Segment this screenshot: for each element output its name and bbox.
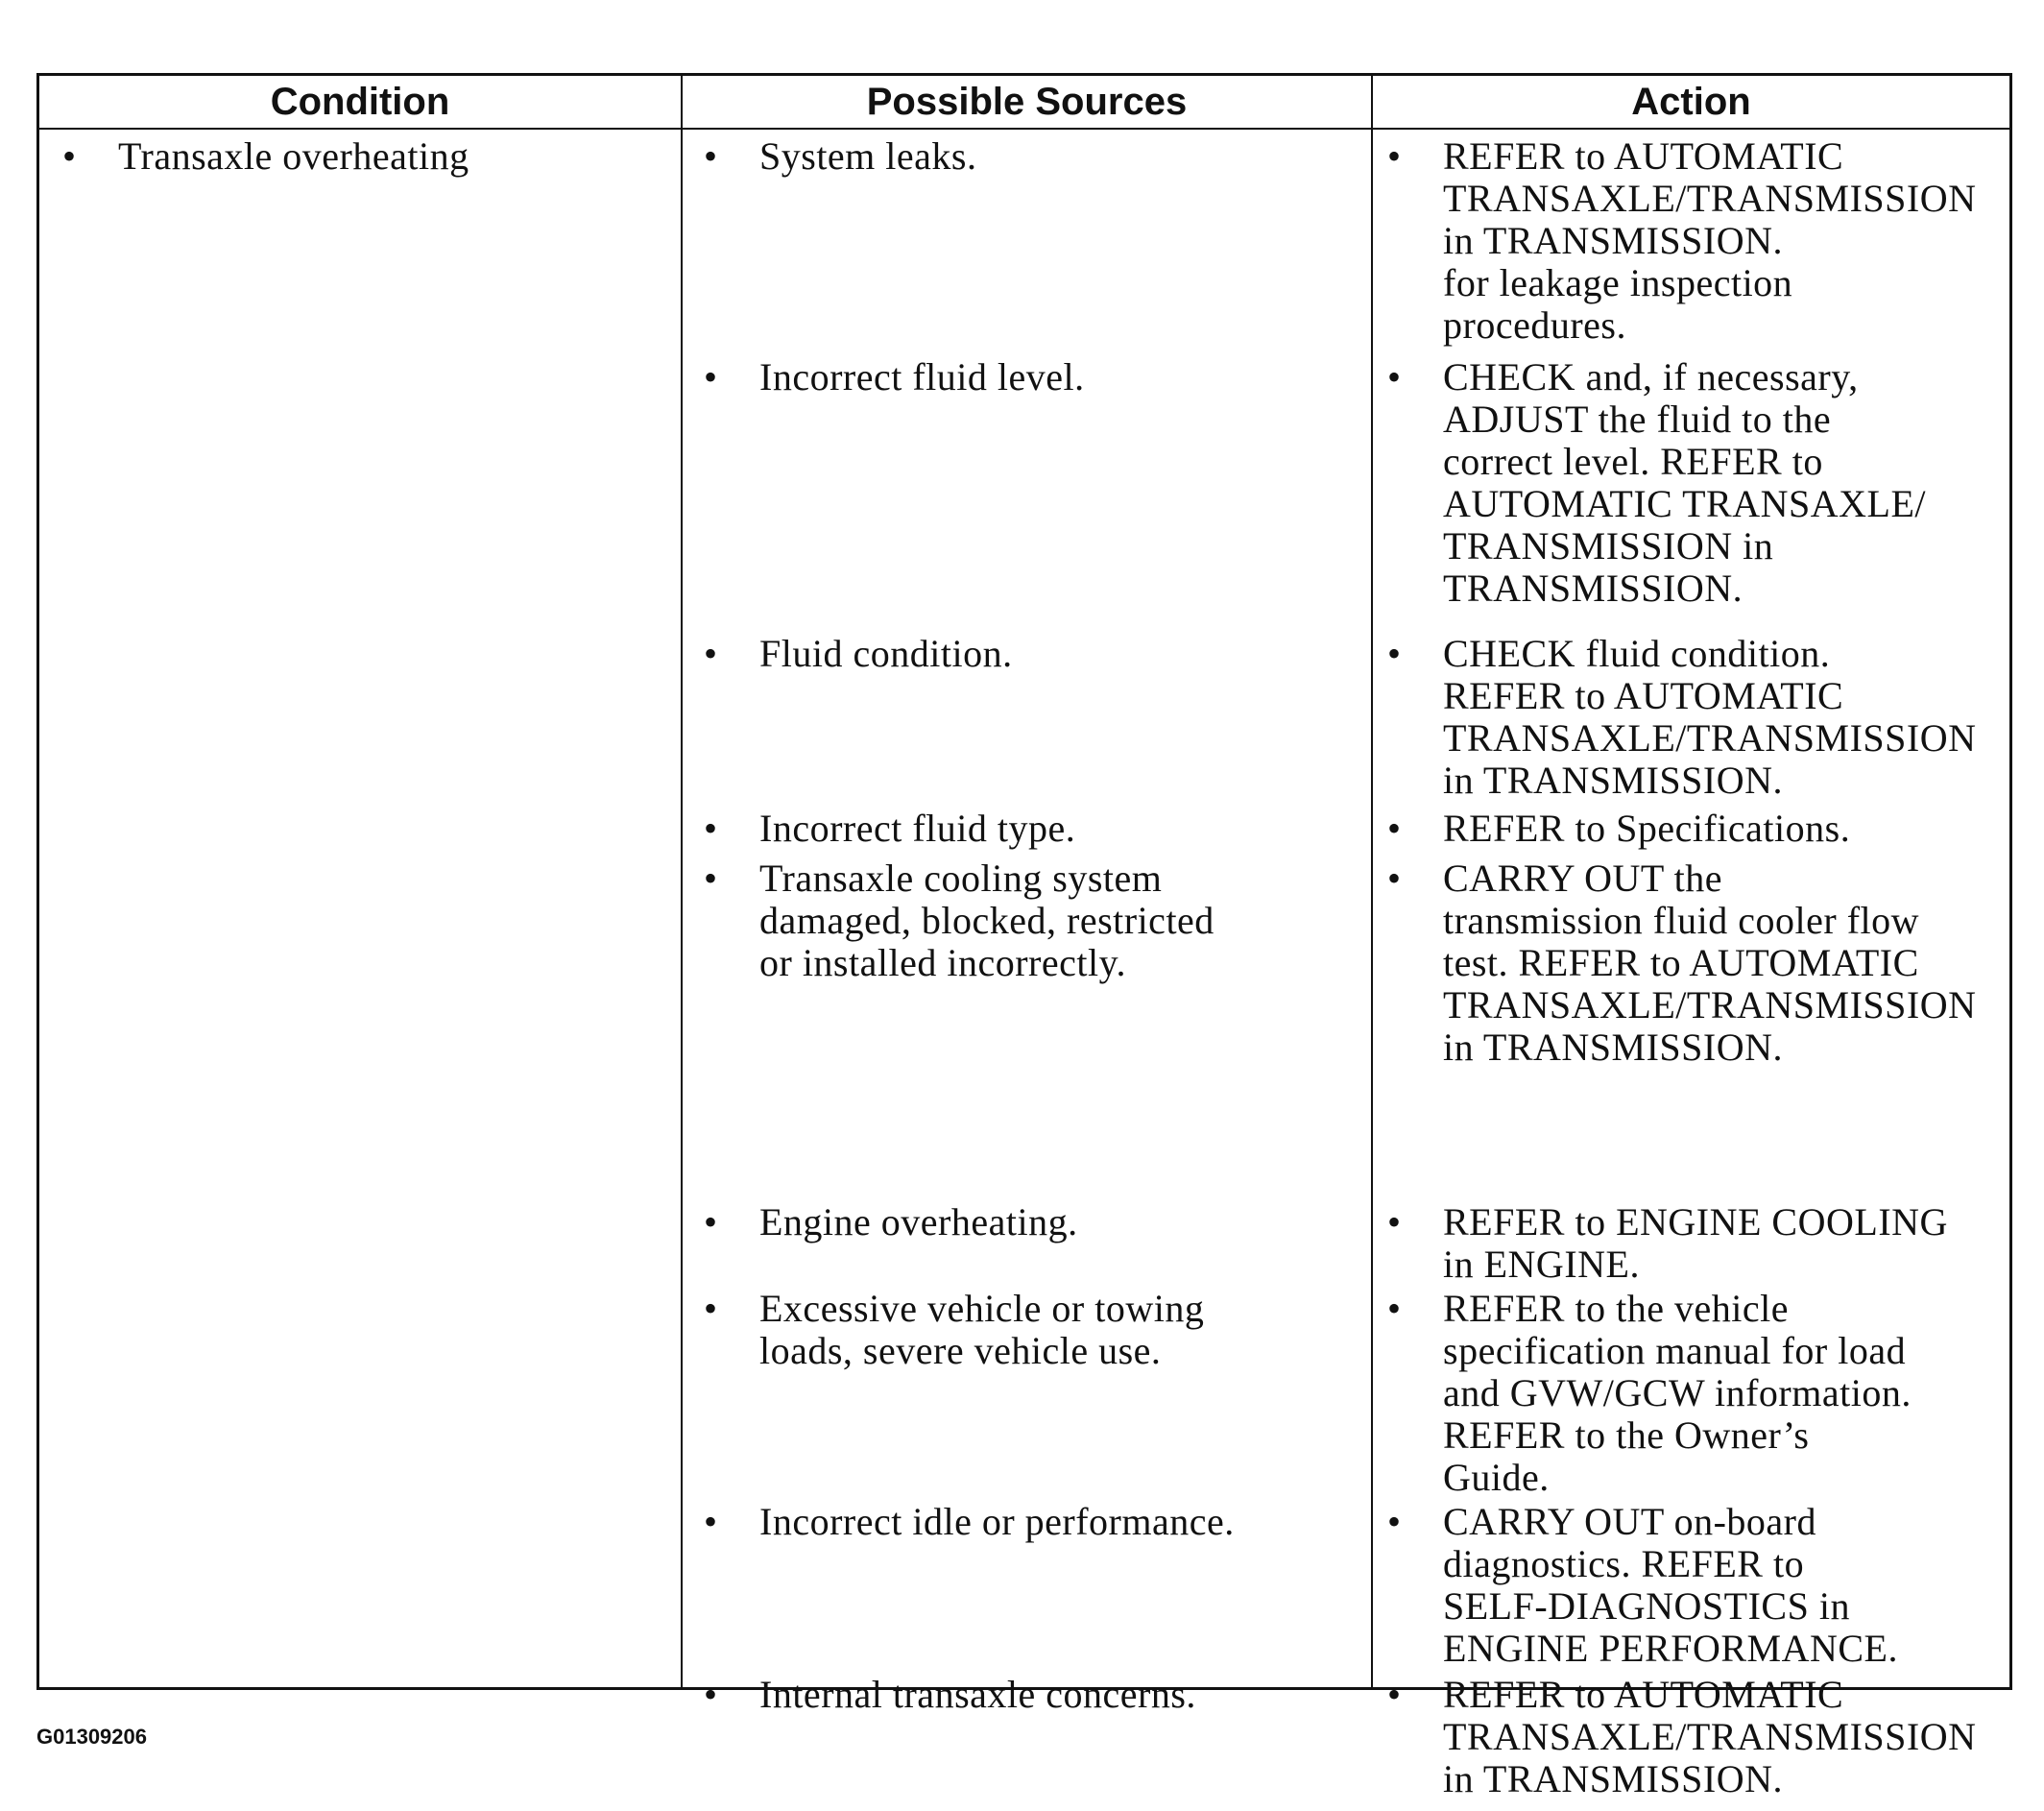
bullet: • <box>62 134 77 178</box>
action-text: CHECK fluid condition. REFER to AUTOMATIC TRANSAXLE/TRANSMISSION in TRANSMISSION. <box>1443 632 1977 802</box>
bullet: • <box>704 1500 718 1543</box>
source-text: Excessive vehicle or towing loads, severe vehicle use. <box>759 1287 1205 1372</box>
source-text: System leaks. <box>759 134 977 178</box>
action-text: REFER to AUTOMATIC TRANSAXLE/TRANSMISSION in TRANSMISSION. <box>1443 1673 1977 1800</box>
bullet: • <box>704 857 718 900</box>
bullet: • <box>1387 134 1402 178</box>
source-text: Incorrect fluid type. <box>759 807 1076 850</box>
action-text: REFER to Specifications. <box>1443 807 1851 850</box>
action-text: REFER to AUTOMATIC TRANSAXLE/TRANSMISSION in TRANSMISSION. for leakage inspection procedures. <box>1443 134 1977 347</box>
bullet: • <box>704 807 718 850</box>
header-action: Action <box>1631 81 1751 123</box>
source-text: Fluid condition. <box>759 632 1013 675</box>
bullet: • <box>1387 1500 1402 1543</box>
table-header-row <box>39 76 2009 130</box>
bullet: • <box>1387 857 1402 900</box>
bullet: • <box>1387 1673 1402 1716</box>
action-text: REFER to the vehicle specification manual for load and GVW/GCW information. REFER to the Owner’s Guide. <box>1443 1287 1912 1499</box>
bullet: • <box>704 1200 718 1244</box>
source-text: Incorrect fluid level. <box>759 355 1085 398</box>
action-text: CHECK and, if necessary, ADJUST the fluid to the correct level. REFER to AUTOMATIC TRANSAXLE/ TRANSMISSION in TRANSMISSION. <box>1443 355 1926 610</box>
bullet: • <box>704 134 718 178</box>
bullet: • <box>704 1673 718 1716</box>
source-text: Internal transaxle concerns. <box>759 1673 1196 1716</box>
action-text: CARRY OUT on-board diagnostics. REFER to SELF-DIAGNOSTICS in ENGINE PERFORMANCE. <box>1443 1500 1898 1670</box>
bullet: • <box>1387 1287 1402 1330</box>
bullet: • <box>704 1287 718 1330</box>
source-text: Incorrect idle or performance. <box>759 1500 1235 1543</box>
header-possible-sources: Possible Sources <box>866 81 1188 123</box>
bullet: • <box>704 355 718 398</box>
action-text: CARRY OUT the transmission fluid cooler flow test. REFER to AUTOMATIC TRANSAXLE/TRANSMISSION in TRANSMISSION. <box>1443 857 1977 1069</box>
bullet: • <box>1387 355 1402 398</box>
figure-id: G01309206 <box>36 1725 147 1749</box>
bullet: • <box>1387 632 1402 675</box>
bullet: • <box>1387 807 1402 850</box>
condition-text: Transaxle overheating <box>118 134 469 178</box>
source-text: Transaxle cooling system damaged, blocked, restricted or installed incorrectly. <box>759 857 1214 984</box>
header-condition: Condition <box>270 81 450 123</box>
source-text: Engine overheating. <box>759 1200 1078 1244</box>
bullet: • <box>704 632 718 675</box>
action-text: REFER to ENGINE COOLING in ENGINE. <box>1443 1200 1948 1286</box>
bullet: • <box>1387 1200 1402 1244</box>
